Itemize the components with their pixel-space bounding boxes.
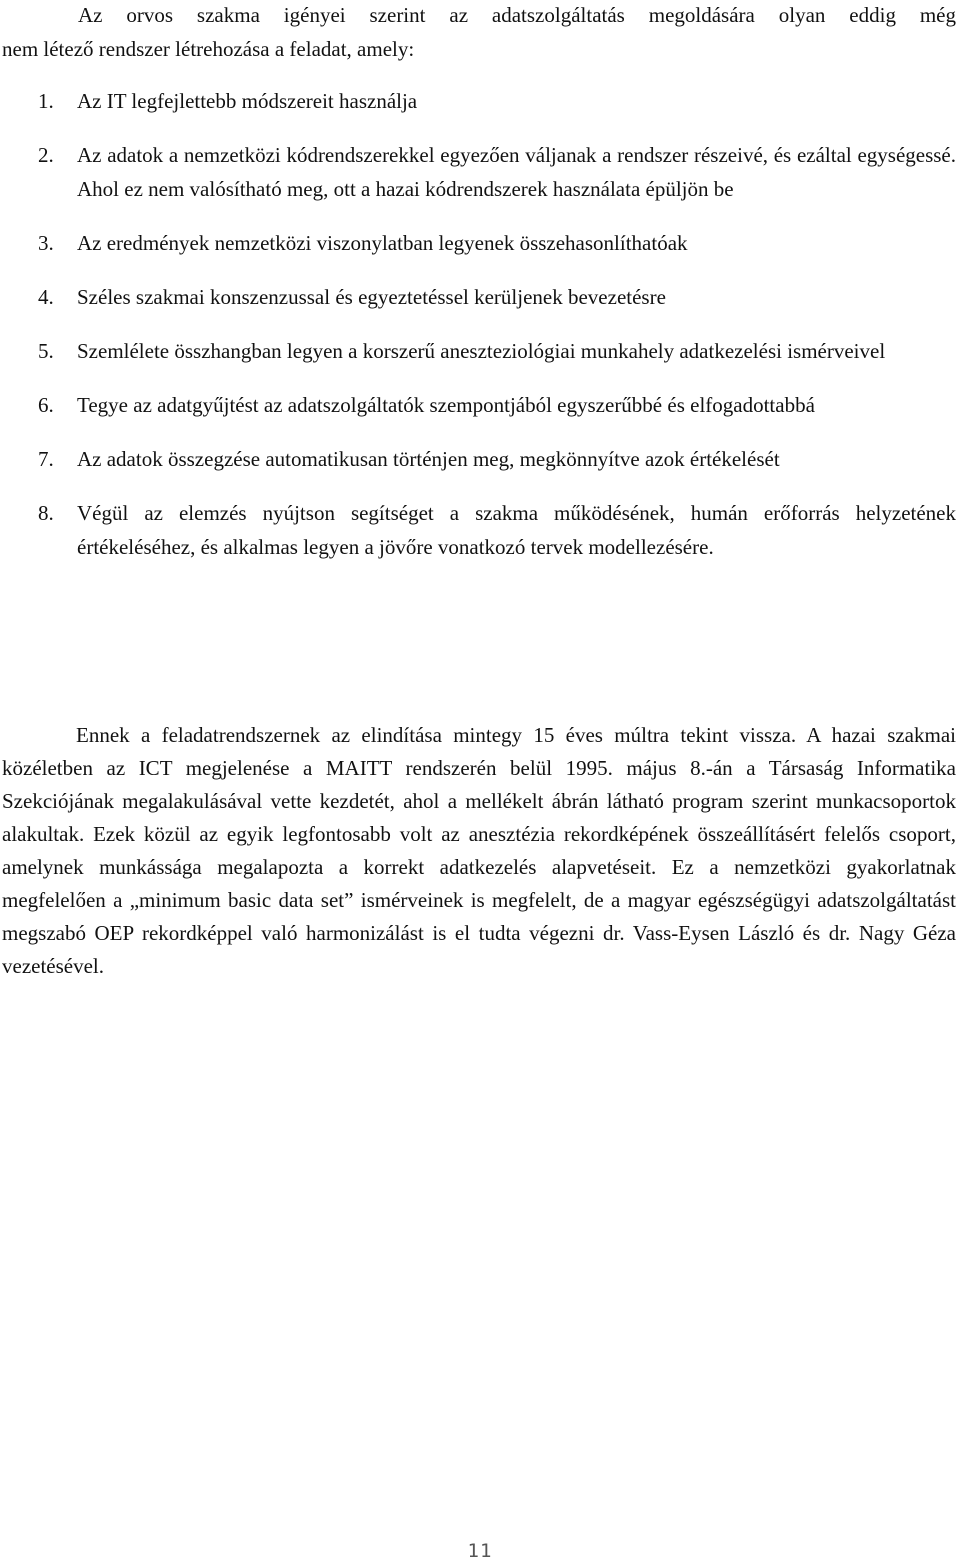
list-item-number: 5. bbox=[38, 339, 54, 363]
list-item-text: Tegye az adatgyűjtést az adatszolgáltatók szempontjából egyszerűbbé és elfogadottabbá bbox=[77, 393, 815, 417]
list-item bbox=[0, 334, 960, 368]
list-item-number: 4. bbox=[38, 285, 54, 309]
list-item-text: Az eredmények nemzetközi viszonylatban legyenek összehasonlíthatóak bbox=[77, 231, 688, 255]
list-item-text: Az IT legfejlettebb módszereit használja bbox=[77, 89, 418, 113]
list-item-number: 8. bbox=[38, 501, 54, 525]
list-item-number: 1. bbox=[38, 89, 54, 113]
intro-line-1: Az orvos szakma igényei szerint az adatszolgáltatás megoldására olyan eddig még bbox=[78, 3, 956, 27]
list-item bbox=[0, 280, 960, 314]
list-item-number: 6. bbox=[38, 393, 54, 417]
intro-line-2: nem létező rendszer létrehozása a feladat, amely: bbox=[2, 37, 415, 61]
list-item bbox=[0, 388, 960, 422]
list-item bbox=[0, 442, 960, 476]
requirements-list bbox=[0, 84, 960, 584]
list-item bbox=[0, 138, 960, 206]
intro-paragraph bbox=[2, 0, 956, 66]
list-item-text: Széles szakmai konszenzussal és egyeztetéssel kerüljenek bevezetésre bbox=[77, 285, 666, 309]
history-paragraph: Ennek a feladatrendszernek az elindítása mintegy 15 éves múltra tekint vissza. A hazai szakmai közéletben az ICT megjelenése a MAITT rendszerén belül 1995. május 8.-án a Társaság Informatika Szekciójának megalakulásával vette kezdetét, ahol a mellékelt ábrán látható program szerint munkacsoportok alakultak. Ezek közül az egyik legfontosabb volt az anesztézia rekordképének összeállításért felelős csoport, amelynek munkássága megalapozta a korrekt adatkezelés alapvetéseit. Ez a nemzetközi gyakorlatnak megfelelően a „minimum basic data set” ismérveinek is megfelelt, de a magyar egészségügyi adatszolgáltatást megszabó OEP rekordképpel való harmonizálást is el tudta végezni dr. Vass-Eysen László és dr. Nagy Géza vezetésével. bbox=[2, 723, 956, 978]
list-item-number: 3. bbox=[38, 231, 54, 255]
list-item-number: 2. bbox=[38, 143, 54, 167]
list-item bbox=[0, 226, 960, 260]
list-item-number: 7. bbox=[38, 447, 54, 471]
list-item-text: Az adatok összegzése automatikusan történjen meg, megkönnyítve azok értékelését bbox=[77, 447, 780, 471]
page-number: 11 bbox=[467, 1540, 493, 1562]
list-item bbox=[0, 84, 960, 118]
list-item bbox=[0, 496, 960, 564]
list-item-text: Szemlélete összhangban legyen a korszerű aneszteziológiai munkahely adatkezelési ismérveivel bbox=[77, 339, 886, 363]
list-item-text: Az adatok a nemzetközi kódrendszerekkel egyezően váljanak a rendszer részeivé, és ezáltal egységessé. Ahol ez nem valósítható meg, ott a hazai kódrendszerek használata épüljön be bbox=[77, 143, 956, 201]
list-item-text: Végül az elemzés nyújtson segítséget a szakma működésének, humán erőforrás helyzetének értékeléséhez, és alkalmas legyen a jövőre vonatkozó tervek modellezésére. bbox=[77, 501, 956, 559]
